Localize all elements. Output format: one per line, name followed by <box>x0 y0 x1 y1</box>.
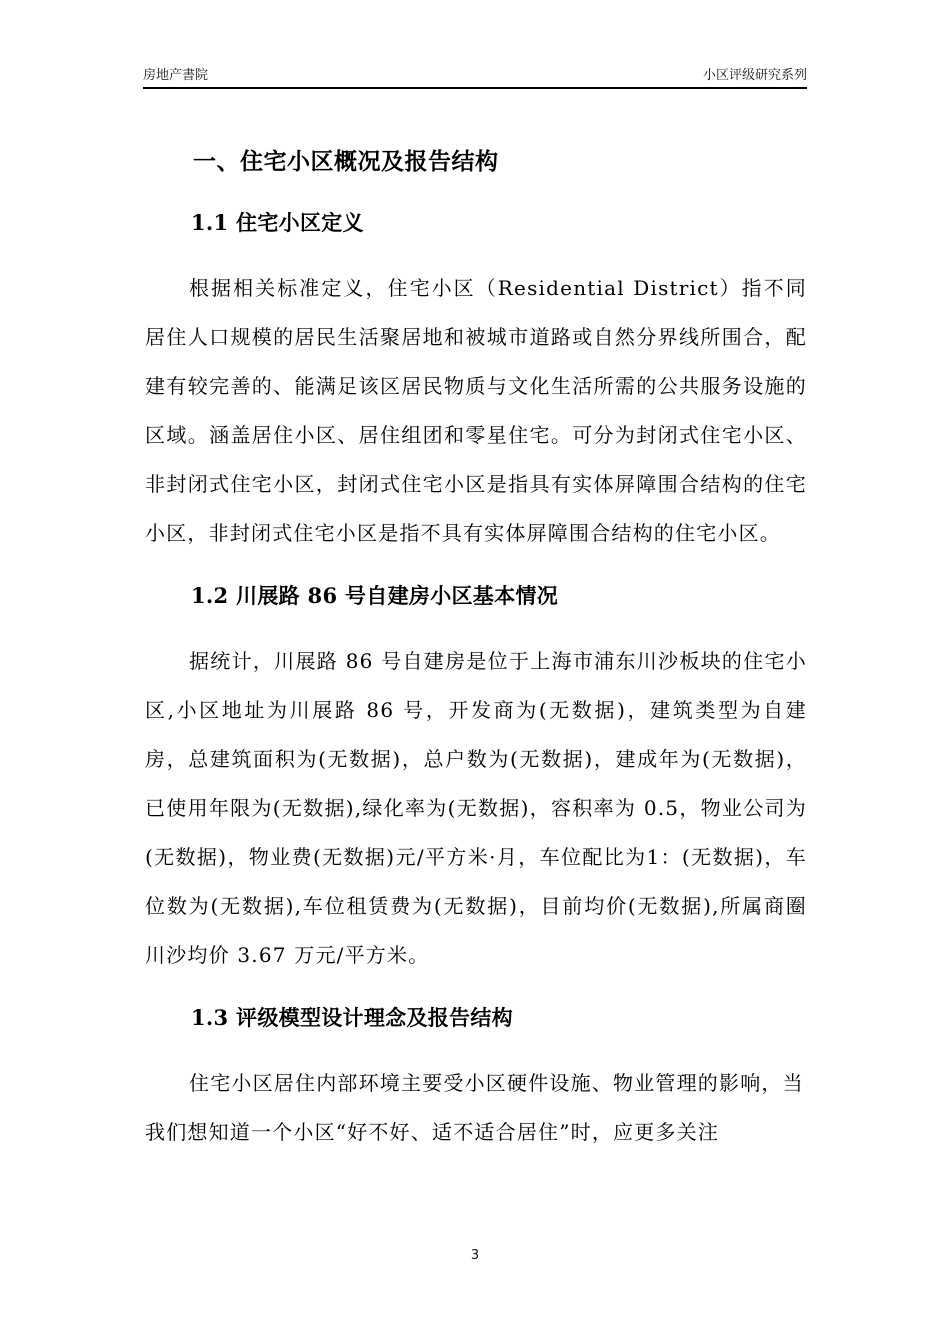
header-publisher: 房地产書院 <box>143 68 209 83</box>
chapter-title: 一、住宅小区概况及报告结构 <box>193 148 499 175</box>
section-1-1 <box>145 202 807 558</box>
section-paragraph: 住宅小区居住内部环境主要受小区硬件设施、物业管理的影响，当我们想知道一个小区“好不好、适不适合居住”时，应更多关注 <box>145 1071 804 1144</box>
section-1-3 <box>145 997 807 1157</box>
page-header <box>143 67 807 89</box>
section-title: 1.1 住宅小区定义 <box>191 210 364 235</box>
section-paragraph: 据统计，川展路 86 号自建房是位于上海市浦东川沙板块的住宅小区,小区地址为川展路 86 号，开发商为(无数据)，建筑类型为自建房，总建筑面积为(无数据)，总户数为(无数据)，建成年为(无数据)，已使用年限为(无数据),绿化率为(无数据)，容积率为 0.5，物业公司为(无数据)，物业费(无数据)元/平方米·月，车位配比为1：(无数据)，车位数为(无数据),车位租赁费为(无数据)，目前均价(无数据),所属商圈川沙均价 3.67 万元/平方米。 <box>145 649 807 967</box>
page-number: 3 <box>470 1248 480 1263</box>
section-paragraph: 根据相关标准定义，住宅小区（Residential District）指不同居住人口规模的居民生活聚居地和被城市道路或自然分界线所围合，配建有较完善的、能满足该区居民物质与文化生活所需的公共服务设施的区域。涵盖居住小区、居住组团和零星住宅。可分为封闭式住宅小区、非封闭式住宅小区，封闭式住宅小区是指具有实体屏障围合结构的住宅小区，非封闭式住宅小区是指不具有实体屏障围合结构的住宅小区。 <box>145 276 807 545</box>
section-title: 1.3 评级模型设计理念及报告结构 <box>191 1005 513 1030</box>
header-series-title: 小区评级研究系列 <box>702 68 807 83</box>
section-title: 1.2 川展路 86 号自建房小区基本情况 <box>191 583 558 608</box>
document-body <box>145 140 807 1157</box>
section-1-2 <box>145 575 807 980</box>
